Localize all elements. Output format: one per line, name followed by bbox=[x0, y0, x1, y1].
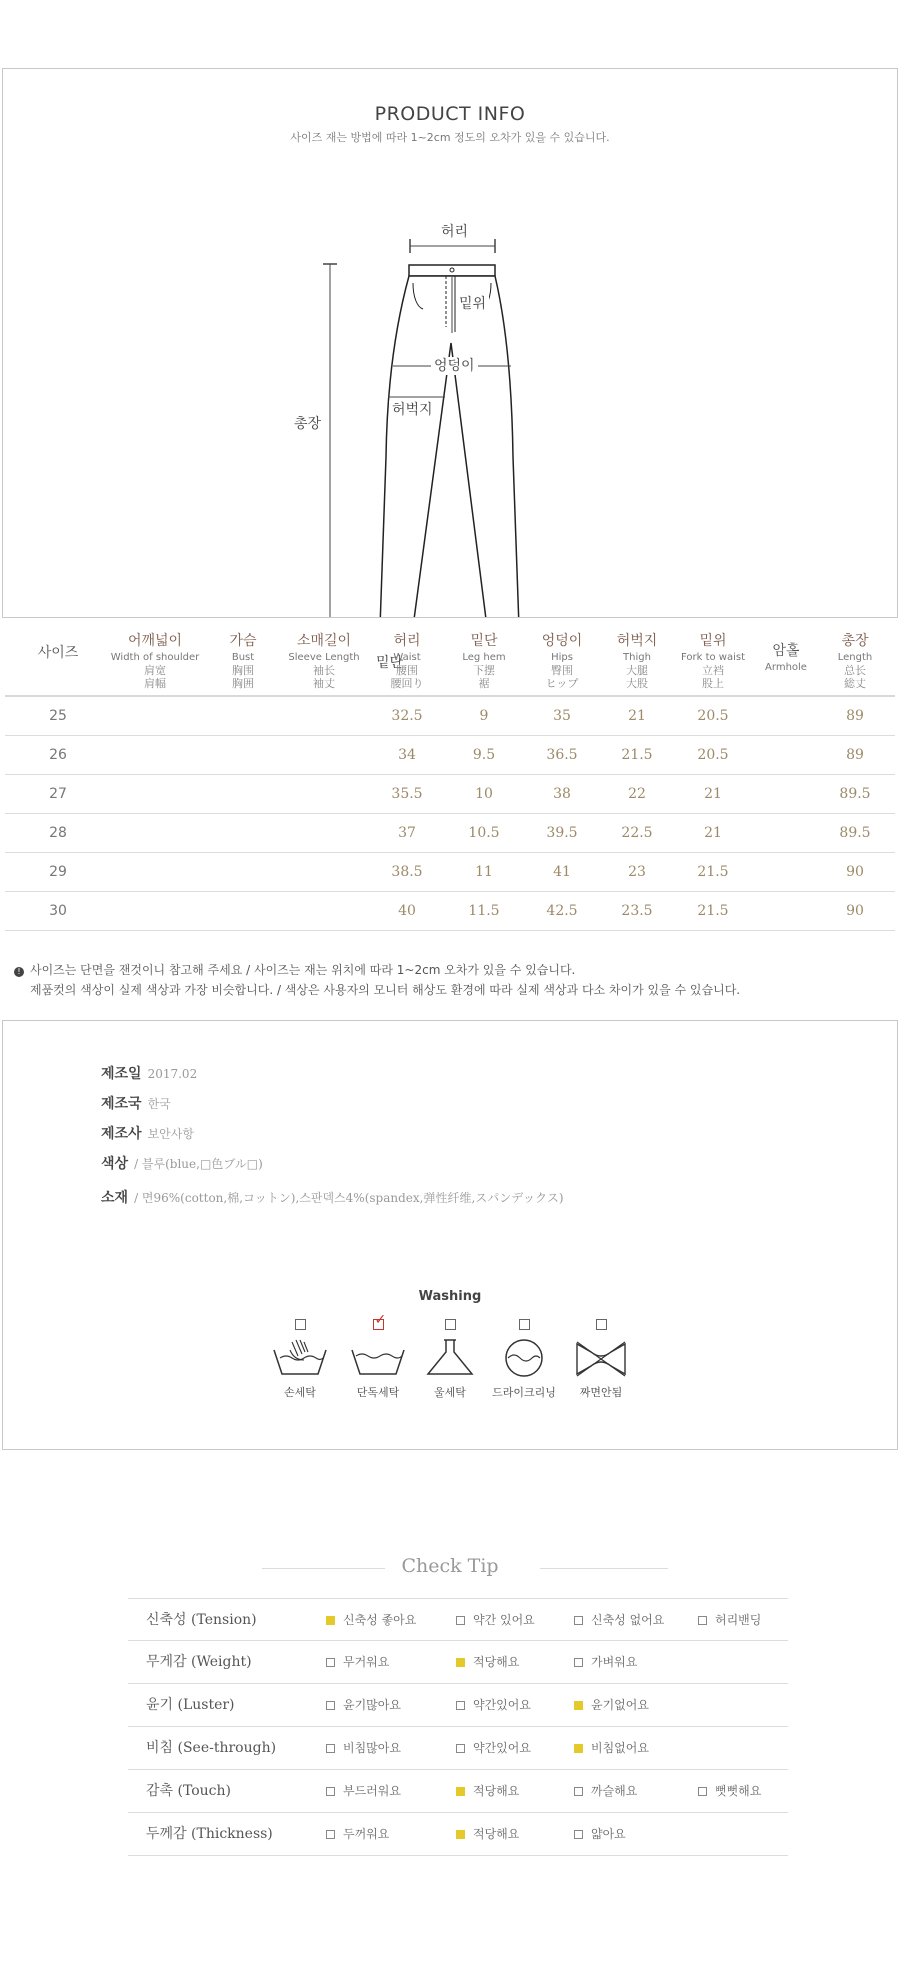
checked-box-icon bbox=[326, 1616, 335, 1625]
empty-box-icon bbox=[326, 1744, 335, 1753]
table-row: 29 38.5 11 41 23 21.5 90 bbox=[5, 853, 895, 892]
wash-checkbox bbox=[596, 1319, 607, 1330]
header-bust: 가슴 Bust 胸围 胸囲 bbox=[229, 633, 257, 690]
size-table-header bbox=[5, 622, 895, 697]
table-row: 30 40 11.5 42.5 23.5 21.5 90 bbox=[5, 892, 895, 931]
wash-item-dry-clean: 드라이크리닝 bbox=[479, 1319, 569, 1400]
wool-wash-icon bbox=[420, 1336, 480, 1378]
wash-item-hand: 손세탁 bbox=[255, 1319, 345, 1400]
size-table bbox=[5, 622, 895, 931]
check-row-see-through: 비침 (See-through) 비침많아요 약간있어요 비침없어요 bbox=[128, 1727, 788, 1770]
header-hips: 엉덩이 Hips 臀围 ヒップ bbox=[541, 633, 583, 690]
check-row-luster: 윤기 (Luster) 윤기많아요 약간있어요 윤기없어요 bbox=[128, 1684, 788, 1727]
header-hem: 밑단 Leg hem 下摆 裾 bbox=[462, 633, 506, 690]
empty-box-icon bbox=[326, 1658, 335, 1667]
empty-box-icon bbox=[574, 1787, 583, 1796]
empty-box-icon bbox=[326, 1830, 335, 1839]
spec-material: 소재 / 면96%(cotton,棉,コットン),스판덱스4%(spandex,弹性纤维,スパンデックス) bbox=[101, 1190, 564, 1206]
empty-box-icon bbox=[698, 1787, 707, 1796]
wash-checkbox bbox=[445, 1319, 456, 1330]
empty-box-icon bbox=[574, 1830, 583, 1839]
empty-box-icon bbox=[698, 1616, 707, 1625]
empty-box-icon bbox=[574, 1658, 583, 1667]
check-row-tension: 신축성 (Tension) 신축성 좋아요 약간 있어요 신축성 없어요 허리밴딩 bbox=[128, 1598, 788, 1641]
wash-checkbox bbox=[519, 1319, 530, 1330]
check-mark-icon: ✓ bbox=[374, 1312, 387, 1328]
checked-box-icon bbox=[456, 1787, 465, 1796]
diagram-label-hem: 밑단 bbox=[373, 654, 406, 672]
checked-box-icon bbox=[456, 1658, 465, 1667]
wash-checkbox bbox=[295, 1319, 306, 1330]
table-row: 25 32.5 9 35 21 20.5 89 bbox=[5, 697, 895, 736]
empty-box-icon bbox=[326, 1701, 335, 1710]
dry-clean-icon bbox=[494, 1336, 554, 1378]
header-sleeve: 소매길이 Sleeve Length 袖长 袖丈 bbox=[288, 633, 360, 690]
diagram-label-thigh: 허벅지 bbox=[389, 401, 436, 419]
product-detail-panel bbox=[2, 1020, 898, 1450]
empty-box-icon bbox=[456, 1701, 465, 1710]
separate-wash-icon bbox=[348, 1336, 408, 1378]
checked-box-icon bbox=[574, 1744, 583, 1753]
info-icon: ! bbox=[14, 967, 24, 977]
note-line-2: 제품컷의 색상이 실제 색상과 가장 비슷합니다. / 색상은 사용자의 모니터 해상도 환경에 따라 실제 색상과 다소 차이가 있을 수 있습니다. bbox=[30, 983, 741, 997]
empty-box-icon bbox=[326, 1787, 335, 1796]
hand-wash-icon bbox=[270, 1336, 330, 1378]
header-length: 총장 Length 总长 総丈 bbox=[837, 633, 873, 690]
spec-manufacture-date: 제조일 2017.02 bbox=[101, 1066, 198, 1082]
product-info-title: PRODUCT INFO bbox=[374, 103, 526, 125]
washing-title: Washing bbox=[418, 1289, 482, 1304]
table-row: 28 37 10.5 39.5 22.5 21 89.5 bbox=[5, 814, 895, 853]
empty-box-icon bbox=[456, 1616, 465, 1625]
check-row-touch: 감촉 (Touch) 부드러워요 적당해요 까슬해요 뻣뻣해요 bbox=[128, 1770, 788, 1813]
header-waist: 허리 Waist 腰围 腰回り bbox=[390, 633, 424, 690]
product-info-subtitle: 사이즈 재는 방법에 따라 1~2cm 정도의 오차가 있을 수 있습니다. bbox=[290, 131, 610, 144]
table-row: 27 35.5 10 38 22 21 89.5 bbox=[5, 775, 895, 814]
checked-box-icon bbox=[456, 1830, 465, 1839]
diagram-label-hip: 엉덩이 bbox=[431, 357, 478, 375]
wash-item-wool: 울세탁 bbox=[405, 1319, 495, 1400]
table-row: 26 34 9.5 36.5 21.5 20.5 89 bbox=[5, 736, 895, 775]
empty-box-icon bbox=[456, 1744, 465, 1753]
wash-checkbox-checked bbox=[373, 1312, 387, 1330]
header-rise: 밑위 Fork to waist 立裆 股上 bbox=[680, 633, 746, 690]
pants-outline-icon bbox=[283, 157, 533, 617]
header-thigh: 허벅지 Thigh 大腿 大股 bbox=[616, 633, 658, 690]
header-armhole: 암홀 Armhole bbox=[765, 643, 807, 673]
diagram-label-waist: 허리 bbox=[438, 223, 471, 241]
spec-country: 제조국 한국 bbox=[101, 1096, 171, 1112]
header-shoulder: 어깨넓이 Width of shoulder 肩宽 肩幅 bbox=[110, 633, 200, 690]
empty-box-icon bbox=[574, 1616, 583, 1625]
size-notes bbox=[14, 960, 740, 1000]
check-tip-table bbox=[128, 1598, 788, 1856]
wash-item-no-wring: 짜면안됨 bbox=[556, 1319, 646, 1400]
no-wring-icon bbox=[571, 1336, 631, 1378]
diagram-label-length: 총장 bbox=[291, 415, 324, 433]
header-size: 사이즈 bbox=[37, 645, 79, 661]
note-line-1: 사이즈는 단면을 잰것이니 참고해 주세요 / 사이즈는 재는 위치에 따라 1~2cm 오차가 있을 수 있습니다. bbox=[30, 963, 576, 977]
checked-box-icon bbox=[574, 1701, 583, 1710]
check-row-thickness: 두께감 (Thickness) 두꺼워요 적당해요 얇아요 bbox=[128, 1813, 788, 1856]
check-row-weight: 무게감 (Weight) 무거워요 적당해요 가벼워요 bbox=[128, 1641, 788, 1684]
wash-item-separate: ✓ 단독세탁 bbox=[333, 1319, 423, 1400]
diagram-label-rise: 밑위 bbox=[456, 295, 489, 313]
spec-color: 색상 / 블루(blue,□色ブル□) bbox=[101, 1156, 263, 1172]
check-tip-title: Check Tip bbox=[0, 1555, 900, 1577]
spec-manufacturer: 제조사 보안사항 bbox=[101, 1126, 194, 1142]
